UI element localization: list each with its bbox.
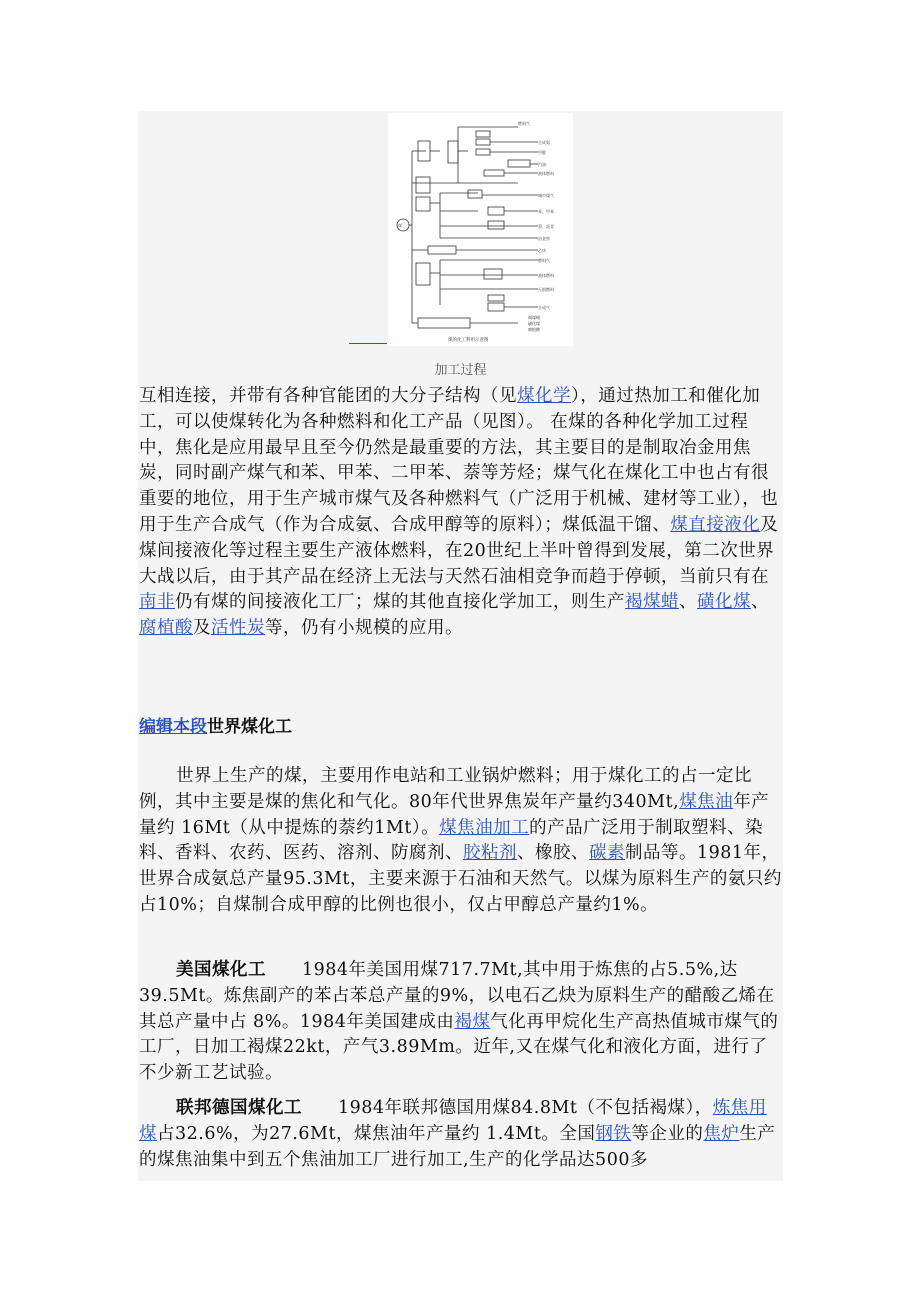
svg-text:苯、甲苯: 苯、甲苯	[538, 209, 554, 214]
text-span: ），通过热加工和催化加工，可以使煤转化为各种燃料和化工产品（见图）。 在煤的各种化学加工过程中，焦化是应用最早且至今仍然是最重要的方法，其主要目的是制取冶金用焦炭，同时副产煤气和苯、甲苯、二甲苯、萘等芳烃；煤气化在煤化工中也占有很重要的地位，用于生产城市煤气及各种燃料气（广泛用于机械、建材等工业），也用于生产合成气（作为合成氨、合成甲醇等的原料）；煤低温干馏、	[139, 386, 779, 535]
svg-text:液体燃料: 液体燃料	[538, 171, 554, 176]
figure-caption: 加工过程	[434, 363, 487, 378]
coal-chemical-flowchart	[388, 113, 573, 346]
svg-text:燃料气: 燃料气	[538, 258, 550, 263]
paragraph-germany	[139, 1096, 784, 1173]
link-steel[interactable]: 钢铁	[595, 1123, 632, 1144]
svg-text:冶金焦: 冶金焦	[538, 236, 550, 241]
text-span: 的产品广泛用于制取塑料、染料、香料、农药、医药、溶剂、防腐剂、	[139, 817, 764, 864]
link-activated-carbon[interactable]: 活性炭	[211, 618, 265, 639]
svg-text:合成气: 合成气	[538, 305, 550, 310]
text-span: 制品等。1981年，世界合成氨总产量95.3Mt，主要来源于石油和天然气。以煤为原料生产的氨只约占10%；自煤制合成甲醇的比例也很小，仅占甲醇总产量约1%。	[139, 843, 782, 915]
text-span: 仍有煤的间接液化工厂；煤的其他直接化学加工，则生产	[175, 592, 625, 613]
text-span: 1984年联邦德国用煤84.8Mt（不包括褐煤），	[338, 1098, 713, 1118]
link-lignite[interactable]: 褐煤	[454, 1011, 491, 1032]
text-span: 及煤间接液化等过程主要生产液体燃料，在20世纪上半叶曾得到发展，第二次世界大战以后，由于其产品在经济上无法与天然石油相竞争而趋于停顿，当前只有在	[139, 514, 779, 587]
text-span: 世界上生产的煤，主要用作电站和工业锅炉燃料；用于煤化工的占一定比例，其中主要是煤的焦化和气化。80年代世界焦炭年产量约340Mt,	[139, 766, 752, 812]
svg-text:汽油: 汽油	[538, 162, 546, 167]
svg-text:褐煤蜡: 褐煤蜡	[528, 315, 540, 320]
text-span: 及	[193, 618, 211, 639]
svg-text:萘、沥青: 萘、沥青	[538, 224, 554, 229]
section-heading	[139, 712, 292, 737]
text-span: 等，仍有小规模的应用。	[265, 618, 463, 639]
paragraph-world	[139, 764, 784, 919]
link-carbon[interactable]: 碳素	[589, 843, 625, 864]
paragraph-intro	[139, 384, 784, 642]
link-coke-oven[interactable]: 焦炉	[703, 1123, 740, 1144]
svg-text:城市煤气: 城市煤气	[538, 193, 554, 198]
text-span: 、	[679, 592, 697, 613]
svg-text:液体燃料: 液体燃料	[538, 273, 554, 278]
link-sulfonated-coal[interactable]: 磺化煤	[697, 592, 751, 613]
link-south-africa[interactable]: 南非	[139, 592, 175, 613]
link-coking-coal[interactable]: 炼焦用煤	[139, 1098, 767, 1144]
text-span: 气化再甲烷化生产高热值城市煤气的工厂，日加工褐煤22kt，产气3.89Mm。近年,又在煤气化和液化方面，进行了不少新工艺试验。	[139, 1011, 779, 1084]
link-adhesive[interactable]: 胶粘剂	[463, 843, 517, 864]
section-title: 世界煤化工	[207, 717, 292, 737]
text-span: 互相连接，并带有各种官能团的大分子结构（见	[139, 386, 517, 406]
figure-title: 煤的化工利用示意图	[448, 338, 489, 343]
link-coal-chemistry[interactable]: 煤化学	[517, 386, 571, 406]
text-span: 、	[751, 592, 769, 613]
edit-section-link[interactable]: 编辑本段	[139, 717, 207, 737]
svg-text:煤: 煤	[398, 223, 402, 228]
text-span: 、橡胶、	[517, 843, 589, 864]
subheading-germany: 联邦德国煤化工	[176, 1098, 302, 1118]
svg-text:腐植酸: 腐植酸	[528, 327, 540, 332]
svg-text:甲醇: 甲醇	[538, 150, 546, 155]
text-span: 等企业的	[631, 1123, 704, 1144]
text-span: 占32.6%，为27.6Mt，煤焦油年产量约 1.4Mt。全国	[157, 1123, 596, 1144]
text-span: 1984年美国用煤717.7Mt,其中用于炼焦的占5.5%,达39.5Mt。炼焦副产的苯占苯总产量的9%，以电石乙炔为原料生产的醋酸乙烯在其总产量中占 8%。1984年美国建成由	[139, 960, 775, 1032]
process-diagram-image	[388, 113, 573, 346]
subheading-usa: 美国煤化工	[176, 960, 266, 980]
link-coal-tar-processing[interactable]: 煤焦油加工	[439, 817, 530, 838]
text-span: 年产量约 16Mt（从中提炼的萘约1Mt）。	[139, 791, 770, 838]
link-coal-tar[interactable]: 煤焦油	[679, 791, 734, 812]
svg-text:燃料气: 燃料气	[518, 121, 530, 126]
link-humic-acid[interactable]: 腐植酸	[139, 618, 193, 639]
link-montan-wax[interactable]: 褐煤蜡	[625, 592, 679, 613]
svg-text:乙炔: 乙炔	[538, 248, 546, 253]
svg-text:磺化煤: 磺化煤	[528, 321, 540, 326]
svg-text:合成氨: 合成氨	[538, 140, 550, 145]
link-direct-liquefaction[interactable]: 煤直接液化	[670, 514, 761, 535]
paragraph-usa	[139, 958, 784, 1087]
svg-text:无烟燃料: 无烟燃料	[538, 287, 554, 292]
text-span: 生产的煤焦油集中到五个焦油加工厂进行加工,生产的化学品达500多	[139, 1123, 776, 1170]
figure-link-underline[interactable]	[349, 343, 387, 344]
